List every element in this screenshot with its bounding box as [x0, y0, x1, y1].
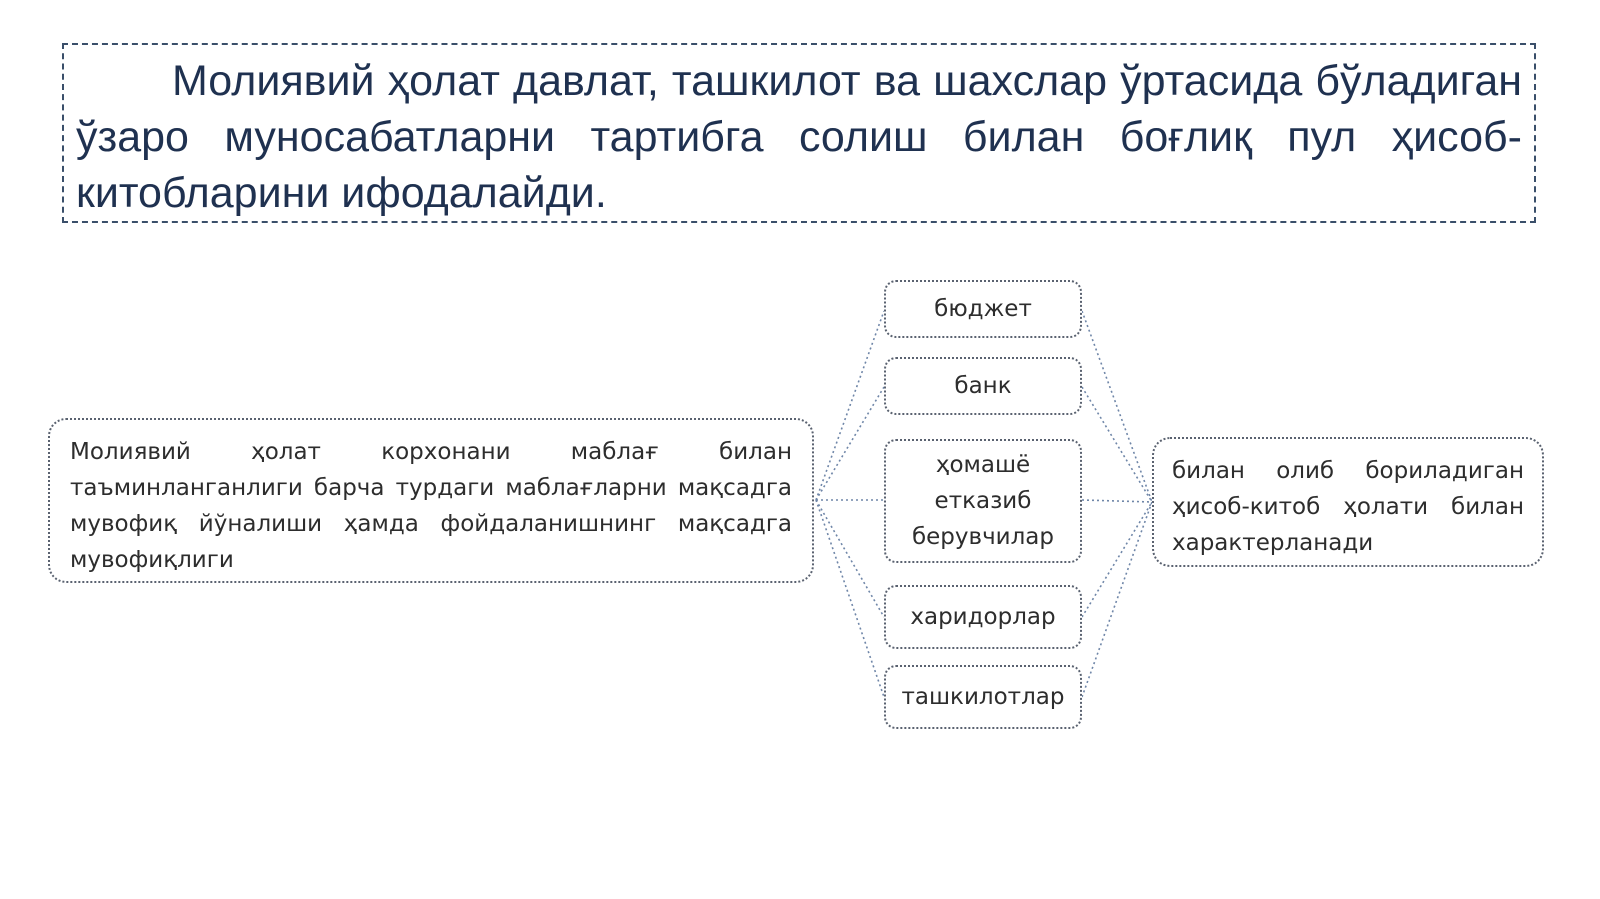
node-organizations: ташкилотлар — [884, 665, 1082, 729]
link-right-bank — [1082, 387, 1152, 502]
node-buyers: харидорлар — [884, 585, 1082, 649]
link-left-organizations — [816, 500, 884, 697]
node-bank: банк — [884, 357, 1082, 415]
settlement-state-box: билан олиб бориладиган ҳисоб-китоб ҳолати билан характерланади — [1152, 437, 1544, 567]
definition-text: Молиявий ҳолат давлат, ташкилот ва шахслар ўртасида бўладиган ўзаро муносабатларни тартибга солиш билан боғлиқ пул ҳисоб-китобларини ифодалайди. — [62, 43, 1536, 223]
node-suppliers: ҳомашё етказиб берувчилар — [884, 439, 1082, 563]
link-right-budget — [1082, 311, 1152, 502]
link-right-buyers — [1082, 502, 1152, 617]
financial-state-description-box: Молиявий ҳолат корхонани маблағ билан таъминланганлиги барча турдаги маблағларни мақсадга мувофиқ йўналиши ҳамда фойдаланишнинг мақсадга мувофиқлиги — [48, 418, 814, 583]
node-budget: бюджет — [884, 280, 1082, 338]
link-right-suppliers — [1082, 500, 1152, 502]
